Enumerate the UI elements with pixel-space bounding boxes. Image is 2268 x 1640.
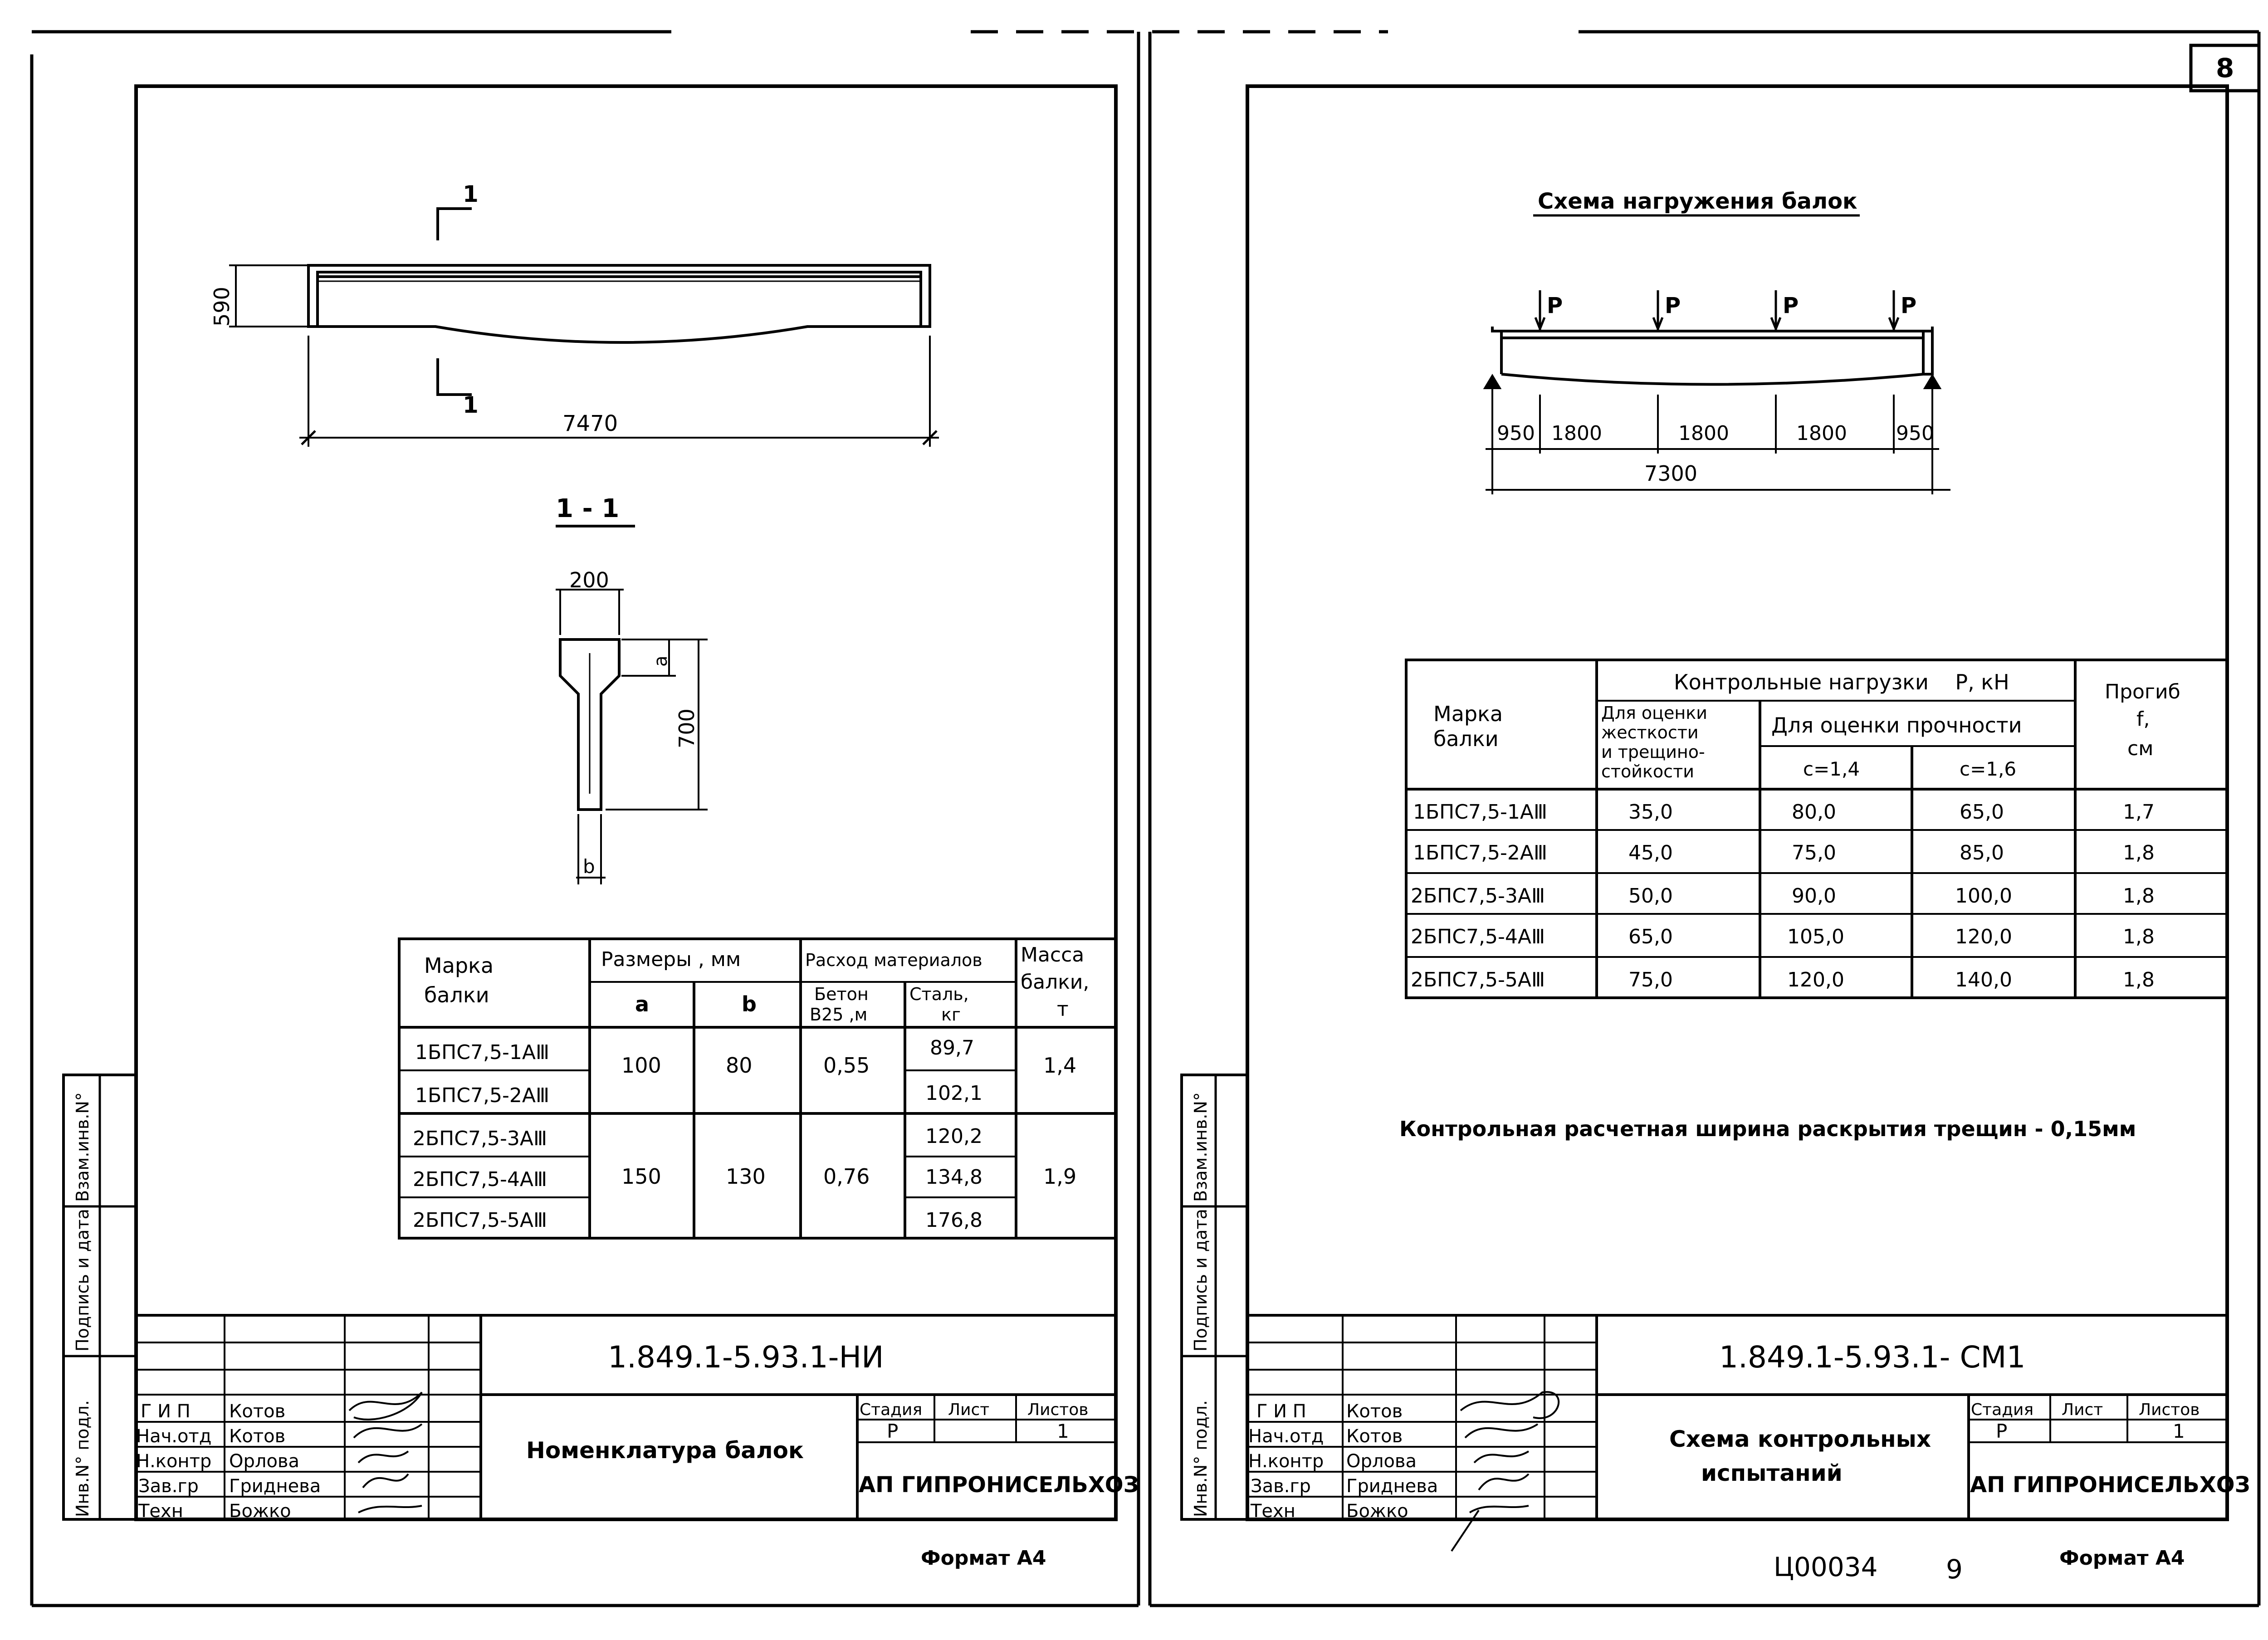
load-p-3: P (1783, 293, 1799, 318)
loads-cell: 120,0 (1787, 968, 1844, 991)
left-sheet-hdr: Лист (948, 1401, 990, 1419)
loads-table-row (1411, 968, 2155, 991)
loads-h-stiff-3: и трещино- (1601, 742, 1705, 762)
left-role-4: Зав.гр (138, 1476, 199, 1497)
loads-cell: 80,0 (1792, 800, 1836, 824)
load-p-4: P (1901, 293, 1917, 318)
span-3: 1800 (1678, 422, 1729, 445)
right-side-label-sign: Подпись и дата (1191, 1209, 1211, 1352)
left-sheets: 1 (1057, 1420, 1069, 1442)
loads-cell: 120,0 (1955, 925, 2012, 948)
dim-length: 7470 (562, 411, 618, 436)
section-title: 1 - 1 (556, 494, 620, 523)
right-side-label-inv: Инв.N° подл. (1191, 1400, 1211, 1517)
loads-cell: 1,8 (2123, 968, 2155, 991)
table-h-dims: Размеры , мм (601, 948, 741, 971)
loads-cell: 1БПС7,5-1АⅢ (1413, 800, 1548, 824)
table-h-concrete-2: В25 ,м (810, 1005, 868, 1025)
side-label-sign: Подпись и дата (73, 1209, 93, 1352)
span-total: 7300 (1644, 461, 1698, 486)
left-stage-hdr: Стадия (860, 1401, 923, 1419)
table-h-mass-3: т (1057, 998, 1069, 1021)
right-format: Формат А4 (2059, 1547, 2185, 1570)
table-g2-mass: 1,9 (1043, 1164, 1077, 1189)
span-1: 950 (1497, 422, 1535, 445)
right-sheets: 1 (2173, 1420, 2185, 1442)
loads-cell: 65,0 (1628, 925, 1673, 948)
left-name-5: Божко (229, 1501, 291, 1522)
load-p-2: P (1665, 293, 1681, 318)
dim-a: a (650, 655, 671, 667)
loads-h-stiff-1: Для оценки (1601, 703, 1707, 723)
right-sheet (1182, 45, 2259, 1585)
table-row-mark-4: 2БПС7,5-4АⅢ (413, 1168, 547, 1191)
table-g1-b: 80 (726, 1053, 753, 1078)
table-steel-5: 176,8 (925, 1209, 982, 1232)
table-g2-a: 150 (621, 1164, 661, 1189)
loads-cell: 2БПС7,5-4АⅢ (1411, 925, 1545, 948)
table-h-a: a (635, 992, 650, 1016)
table-g1-concrete: 0,55 (823, 1053, 870, 1078)
left-stamp-code: 1.849.1-5.93.1-НИ (608, 1340, 884, 1375)
right-name-5: Божко (1346, 1501, 1408, 1522)
dim-700: 700 (675, 708, 699, 748)
table-steel-4: 134,8 (925, 1166, 982, 1189)
left-role-2: Нач.отд (136, 1426, 212, 1447)
loads-cell: 100,0 (1955, 884, 2012, 908)
table-h-mass-1: Масса (1021, 943, 1085, 966)
left-role-3: Н.контр (136, 1451, 212, 1472)
table-h-mass-2: балки, (1021, 971, 1090, 994)
table-steel-1: 89,7 (930, 1036, 974, 1059)
table-h-steel-2: кг (941, 1005, 961, 1025)
right-role-5: Техн (1251, 1501, 1295, 1522)
left-name-1: Котов (229, 1401, 286, 1422)
table-h-b: b (742, 992, 757, 1016)
left-format: Формат А4 (921, 1547, 1046, 1570)
table-row-mark-5: 2БПС7,5-5АⅢ (413, 1209, 547, 1232)
page-number: 8 (2216, 53, 2234, 83)
loads-cell: 35,0 (1628, 800, 1673, 824)
loads-cell: 1,8 (2123, 925, 2155, 948)
loads-cell: 1,8 (2123, 884, 2155, 908)
section-mark-top: 1 (463, 181, 479, 207)
section-mark-bottom: 1 (463, 392, 479, 418)
right-stage: Р (1996, 1420, 2008, 1442)
right-role-3: Н.контр (1248, 1451, 1324, 1472)
right-stage-hdr: Стадия (1971, 1401, 2034, 1419)
loads-cell: 50,0 (1628, 884, 1673, 908)
table-g2-b: 130 (726, 1164, 766, 1189)
right-role-4: Зав.гр (1251, 1476, 1311, 1497)
table-g1-a: 100 (621, 1053, 661, 1078)
loads-table-row (1411, 925, 2155, 948)
loads-h-deflect-2: f, (2136, 708, 2150, 731)
dim-width: 200 (569, 568, 609, 592)
loads-cell: 75,0 (1792, 841, 1836, 864)
table-h-materials: Расход материалов (805, 950, 982, 970)
table-h-steel-1: Сталь, (909, 984, 969, 1004)
right-role-2: Нач.отд (1248, 1426, 1324, 1447)
span-5: 950 (1896, 422, 1934, 445)
loads-cell: 2БПС7,5-3АⅢ (1411, 884, 1545, 908)
loads-cell: 75,0 (1628, 968, 1673, 991)
loads-h-stiff-2: жесткости (1601, 722, 1699, 742)
loads-cell: 105,0 (1787, 925, 1844, 948)
left-org: АП ГИПРОНИСЕЛЬХОЗ (859, 1472, 1139, 1498)
loads-cell: 1,8 (2123, 841, 2155, 864)
left-name-4: Гриднева (229, 1476, 321, 1497)
loads-h-loads: Контрольные нагрузки P, кН (1674, 670, 2009, 694)
left-stage: Р (887, 1420, 899, 1442)
loads-h-c16: c=1,6 (1960, 758, 2017, 780)
loads-cell: 45,0 (1628, 841, 1673, 864)
right-stamp-title-2: испытаний (1701, 1460, 1843, 1486)
loads-cell: 90,0 (1792, 884, 1836, 908)
loads-cell: 65,0 (1960, 800, 2004, 824)
loads-cell: 85,0 (1960, 841, 2004, 864)
loads-cell: 1БПС7,5-2АⅢ (1413, 841, 1548, 864)
span-4: 1800 (1796, 422, 1847, 445)
right-org: АП ГИПРОНИСЕЛЬХОЗ (1970, 1472, 2250, 1498)
left-signatures (349, 1392, 422, 1513)
table-h-mark-2: балки (424, 983, 489, 1007)
loads-table-row (1413, 841, 2155, 864)
scheme-title: Схема нагружения балок (1538, 189, 1857, 214)
table-row-mark-1: 1БПС7,5-1АⅢ (415, 1041, 550, 1064)
span-2: 1800 (1551, 422, 1602, 445)
right-sheet-hdr: Лист (2062, 1401, 2103, 1419)
loads-h-mark-1: Марка (1433, 702, 1503, 726)
right-stamp-title-1: Схема контрольных (1669, 1426, 1931, 1452)
right-stamp-code: 1.849.1-5.93.1- СМ1 (1719, 1340, 2026, 1375)
loads-h-mark-2: балки (1433, 727, 1499, 751)
side-label-replace: Взам.инв.N° (73, 1092, 93, 1202)
table-steel-3: 120,2 (925, 1125, 982, 1148)
load-p-1: P (1547, 293, 1563, 318)
left-name-3: Орлова (229, 1451, 299, 1472)
right-side-label-replace: Взам.инв.N° (1191, 1092, 1211, 1202)
right-name-2: Котов (1346, 1426, 1403, 1447)
table-h-concrete-1: Бетон (814, 984, 869, 1004)
table-row-mark-3: 2БПС7,5-3АⅢ (413, 1127, 547, 1150)
loading-scheme (1486, 290, 1950, 494)
table-h-mark-1: Марка (424, 953, 494, 978)
loads-h-c14: c=1,4 (1803, 758, 1860, 780)
archive-number: Ц00034 (1774, 1552, 1878, 1582)
loads-h-deflect-3: см (2127, 737, 2154, 760)
table-steel-2: 102,1 (925, 1082, 982, 1105)
loads-h-stiff-4: стойкости (1601, 761, 1694, 781)
left-stamp-title: Номенклатура балок (526, 1437, 804, 1464)
right-role-1: Г И П (1256, 1401, 1306, 1422)
loads-cell: 2БПС7,5-5АⅢ (1411, 968, 1545, 991)
right-name-1: Котов (1346, 1401, 1403, 1422)
table-row-mark-2: 1БПС7,5-2АⅢ (415, 1084, 550, 1107)
left-name-2: Котов (229, 1426, 286, 1447)
side-label-inv: Инв.N° подл. (73, 1400, 93, 1517)
right-name-4: Гриднева (1346, 1476, 1438, 1497)
right-name-3: Орлова (1346, 1451, 1417, 1472)
loads-cell: 140,0 (1955, 968, 2012, 991)
dim-b: b (583, 855, 595, 878)
dim-height: 590 (210, 287, 234, 327)
loads-cell: 1,7 (2123, 800, 2155, 824)
archive-page: 9 (1946, 1554, 1963, 1585)
right-sheets-hdr: Листов (2139, 1401, 2200, 1419)
crack-width-note: Контрольная расчетная ширина раскрытия трещин - 0,15мм (1399, 1117, 2136, 1141)
table-g1-mass: 1,4 (1043, 1053, 1077, 1078)
table-g2-concrete: 0,76 (823, 1164, 870, 1189)
left-sheets-hdr: Листов (1027, 1401, 1089, 1419)
left-sheet (64, 86, 1139, 1570)
loads-table-row (1413, 800, 2155, 824)
loads-h-deflect-1: Прогиб (2105, 680, 2180, 703)
left-role-5: Техн (138, 1501, 183, 1522)
loads-table-row (1411, 884, 2155, 908)
loads-h-strength: Для оценки прочности (1771, 713, 2022, 737)
left-role-1: Г И П (141, 1401, 191, 1422)
